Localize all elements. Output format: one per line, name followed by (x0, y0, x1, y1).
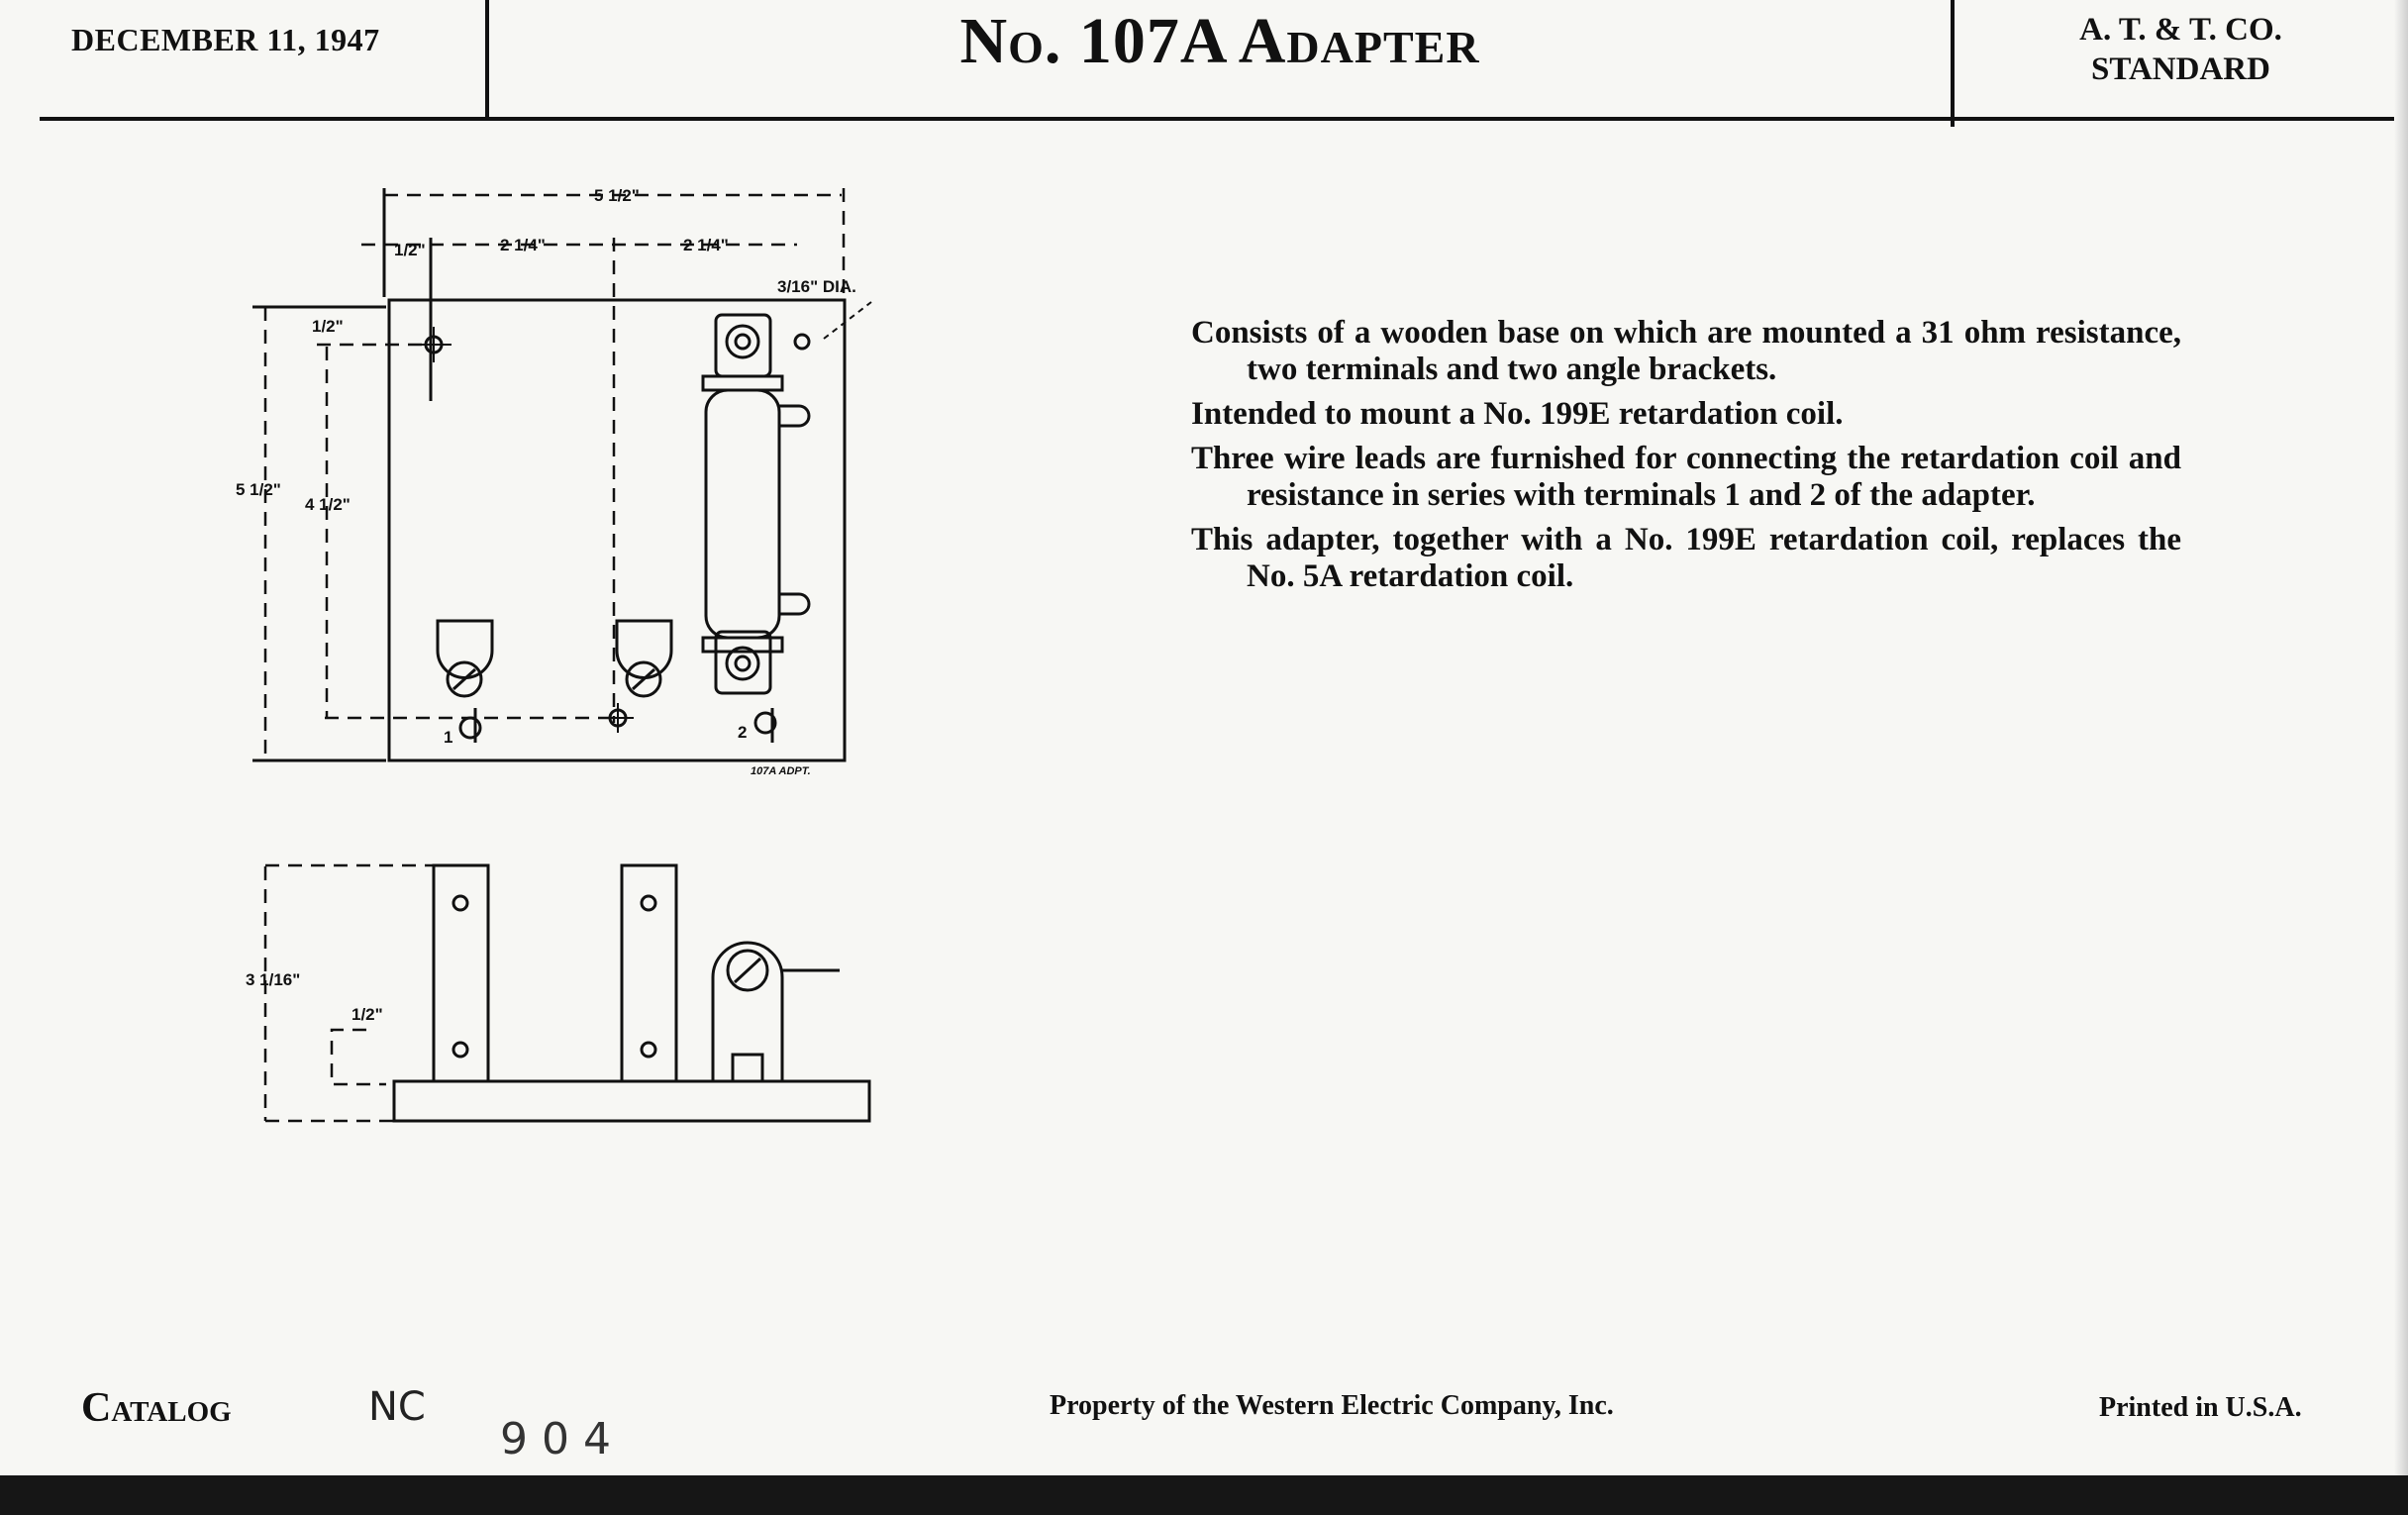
catalog-number: 904 (500, 1414, 625, 1464)
top-view-drawing (218, 168, 891, 792)
description-paragraph-1: Consists of a wooden base on which are mounted a 31 ohm resistance, two terminals and two angle brackets. (1191, 315, 2181, 387)
description-paragraph-3: Three wire leads are furnished for connecting the retardation coil and resistance in series with terminals 1 and 2 of the adapter. (1191, 441, 2181, 513)
dim-span-b: 2 1/4" (683, 236, 729, 254)
dim-total-width: 5 1/2" (594, 186, 640, 205)
dim-left-margin: 1/2" (394, 241, 426, 259)
terminal-2-label: 2 (738, 723, 748, 742)
page-title: No. 107A Adapter (959, 5, 1480, 77)
dim-span-a: 2 1/4" (500, 236, 546, 254)
standard-line-2: STANDARD (2091, 51, 2270, 87)
dim-hole-spacing: 4 1/2" (305, 495, 351, 514)
description-paragraph-4: This adapter, together with a No. 199E retardation coil, replaces the No. 5A retardation coil. (1191, 522, 2181, 594)
dim-base-thickness: 1/2" (351, 1005, 383, 1024)
board-outline (389, 300, 845, 760)
dim-hole-diameter: 3/16" DIA. (777, 277, 856, 296)
standard-label (1956, 10, 2406, 89)
description-paragraph-2: Intended to mount a No. 199E retardation coil. (1191, 396, 1844, 432)
catalog-label: Catalog (81, 1385, 232, 1431)
base-side-outline (394, 1081, 869, 1121)
property-notice: Property of the Western Electric Company, Inc. (1050, 1390, 1614, 1421)
catalog-code: NC (368, 1384, 426, 1430)
header-bottom-rule (40, 117, 2408, 121)
card-edge-shadow (2394, 0, 2408, 1475)
standard-line-1: A. T. & T. CO. (2079, 12, 2282, 48)
scan-background-strip (0, 1475, 2408, 1515)
issue-date: DECEMBER 11, 1947 (71, 22, 380, 57)
printed-notice: Printed in U.S.A. (2099, 1392, 2302, 1423)
dim-top-margin: 1/2" (312, 317, 344, 336)
description-block (1191, 315, 2181, 603)
drawing-id: 107A ADPT. (751, 765, 811, 777)
dim-side-height: 3 1/16" (246, 970, 301, 989)
side-view-drawing (218, 852, 891, 1139)
dim-total-height: 5 1/2" (236, 480, 281, 499)
terminal-1-label: 1 (444, 728, 453, 747)
